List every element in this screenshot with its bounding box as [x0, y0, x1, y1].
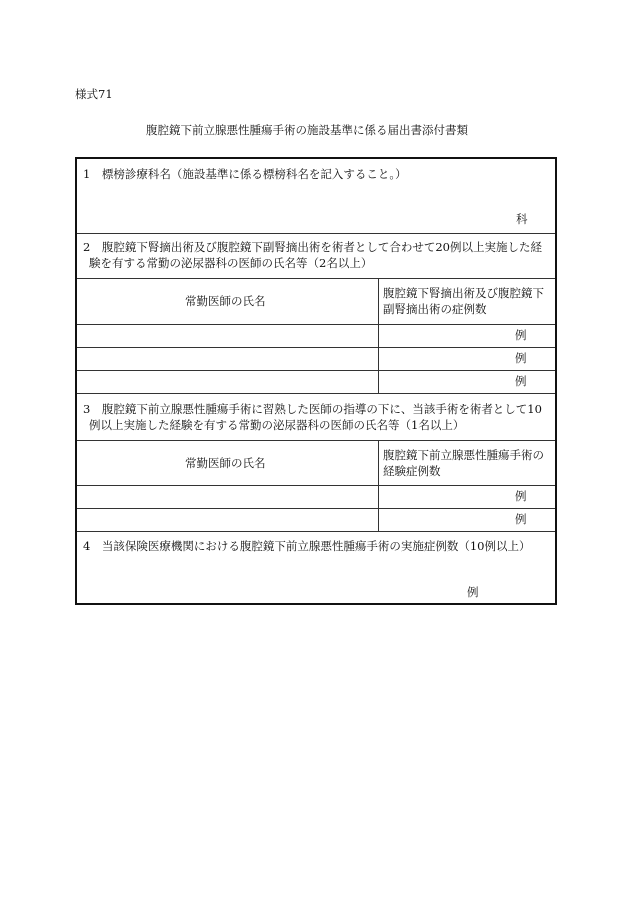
- section2-heading-line2: 験を有する常勤の泌尿器科の医師の氏名等（2名以上）: [89, 256, 373, 270]
- form-number: 様式71: [75, 87, 113, 101]
- form-table: [75, 157, 557, 605]
- section2-col-cases-line1: 腹腔鏡下腎摘出術及び腹腔鏡下: [383, 286, 544, 300]
- section3-heading-line1: 3 腹腔鏡下前立腺悪性腫瘍手術に習熟した医師の指導の下に、当該手術を術者として10: [83, 402, 542, 416]
- section2-row2-unit: 例: [515, 351, 527, 365]
- section2-row1-unit: 例: [515, 328, 527, 342]
- section1-input[interactable]: [77, 177, 557, 233]
- section3-col-cases-line1: 腹腔鏡下前立腺悪性腫瘍手術の: [383, 448, 544, 462]
- section2-col-cases-line2: 副腎摘出術の症例数: [383, 302, 487, 316]
- section1-heading: 1 標榜診療科名（施設基準に係る標榜科名を記入すること。）: [83, 167, 407, 181]
- section2-row3-unit: 例: [515, 374, 527, 388]
- section3-col-cases-line2: 経験症例数: [383, 464, 441, 478]
- section3-heading-line2: 例以上実施した経験を有する常勤の泌尿器科の医師の氏名等（1名以上）: [89, 418, 465, 432]
- section1-unit: 科: [516, 212, 528, 226]
- section2-col-name: 常勤医師の氏名: [185, 294, 266, 308]
- document-title: 腹腔鏡下前立腺悪性腫瘍手術の施設基準に係る届出書添付書類: [146, 123, 468, 137]
- section4-heading: 4 当該保険医療機関における腹腔鏡下前立腺悪性腫瘍手術の実施症例数（10例以上）: [83, 539, 531, 553]
- section3-row1-unit: 例: [515, 489, 527, 503]
- section2-heading-line1: 2 腹腔鏡下腎摘出術及び腹腔鏡下副腎摘出術を術者として合わせて20例以上実施した経: [83, 240, 542, 254]
- section3-col-name: 常勤医師の氏名: [185, 456, 266, 470]
- section3-row2-unit: 例: [515, 512, 527, 526]
- section4-unit: 例: [467, 585, 479, 599]
